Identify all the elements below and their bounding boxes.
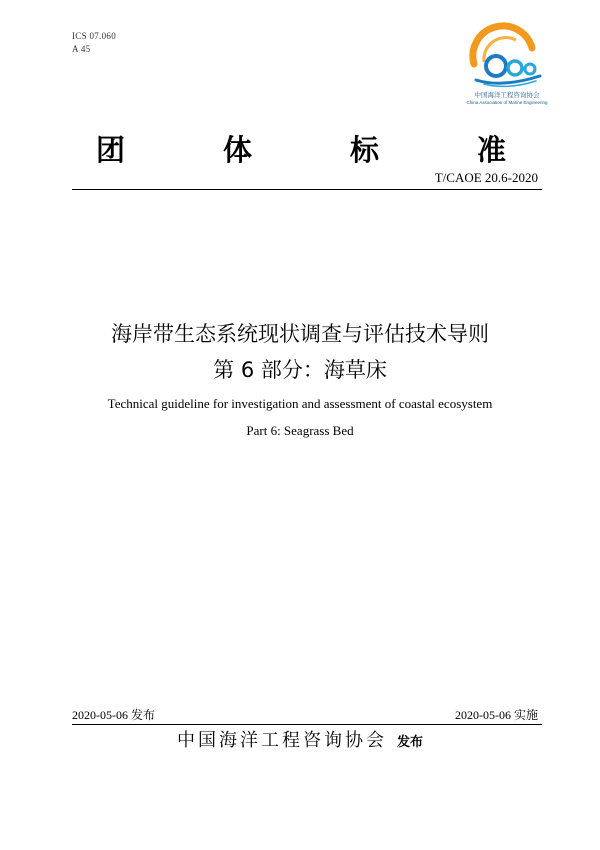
standard-number: T/CAOE 20.6-2020 — [434, 170, 538, 185]
footer-divider — [72, 724, 542, 725]
standard-type-char: 准 — [476, 133, 506, 167]
title-en-part: Part 6: Seagrass Bed — [246, 423, 354, 438]
publish-date: 2020-05-06 发布 — [72, 708, 155, 722]
publisher-line — [0, 726, 600, 752]
logo-mark-icon — [462, 18, 552, 90]
implement-date: 2020-05-06 实施 — [455, 708, 538, 722]
publisher-action: 发布 — [396, 735, 423, 750]
association-logo — [462, 18, 552, 110]
standard-type-char: 体 — [222, 133, 252, 167]
title-en-main: Technical guideline for investigation and assessment of coastal ecosystem — [107, 396, 493, 411]
logo-org-en: China Association of Marine Engineering — [466, 100, 548, 105]
ccs-code: A 45 — [72, 44, 91, 54]
title-cn-main: 海岸带生态系统现状调查与评估技术导则 — [111, 322, 489, 346]
logo-org-cn: 中国海洋工程咨询协会 — [474, 91, 540, 99]
ics-code: ICS 07.060 — [72, 31, 117, 41]
standard-type-heading — [96, 128, 506, 169]
header-divider — [72, 189, 542, 190]
publisher-org: 中国海洋工程咨询协会 — [176, 730, 387, 751]
title-cn-part: 第 6 部分：海草床 — [213, 358, 387, 382]
standard-type-char: 团 — [96, 133, 126, 167]
standard-type-char: 标 — [349, 133, 379, 167]
classification-codes — [72, 30, 116, 56]
